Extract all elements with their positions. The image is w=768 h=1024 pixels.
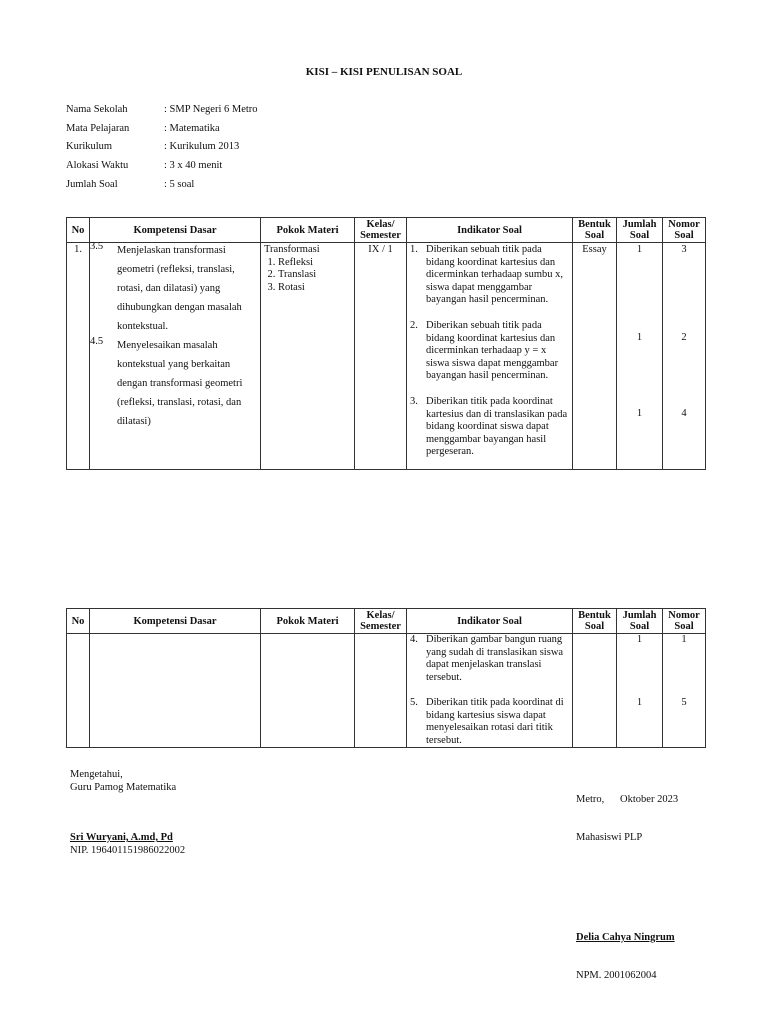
indikator-text: Diberikan sebuah titik pada bidang koordinat kartesius dan dicerminkan terhadaap sumbu x, siswa dapat menggambar bayangan hasil pencerminan. [426,244,564,306]
document-title: KISI – KISI PENULISAN SOAL [305,66,463,78]
meta-row-subject [66,119,220,138]
signature-id: NPM. 2001062004 [576,969,657,981]
meta-key: Kurikulum [66,141,113,152]
nomor-value: 5 [681,697,687,708]
header-no: No [67,218,90,243]
indikator-text: Diberikan titik pada koordinat di bidang kartesius siswa dapat menyelesaikan rotasi dari titik tersebut. [426,697,564,746]
cell-jumlah [617,243,663,470]
table-header-row [67,218,706,243]
header-kd: Kompetensi Dasar [90,609,261,634]
indikator-text: Diberikan gambar bangun ruang yang sudah di translasikan siswa dapat menjelaskan translasi tersebut. [426,634,564,683]
cell-no [67,634,90,748]
signature-role: Mahasiswi PLP [576,831,643,843]
signature-role: Guru Pamog Matematika [70,781,177,793]
meta-value: : Matematika [164,123,220,134]
header-kd: Kompetensi Dasar [90,218,261,243]
header-indikator: Indikator Soal [407,609,573,634]
indikator-text: Diberikan sebuah titik pada bidang koordinat kartesius dan dicerminkan terhadaap y = x siswa siswa dapat menggambar bayangan hasil pencerminan. [426,320,559,382]
cell-pokok [261,243,355,470]
cell-jumlah [617,634,663,748]
header-nomor: Nomor Soal [663,609,706,634]
jumlah-value: 1 [636,408,643,419]
jumlah-value: 1 [636,244,643,255]
indikator-text: Diberikan titik pada koordinat kartesius dan di translasikan pada bidang koordinat siswa dapat menggambar bayangan hasil pergeseran. [426,396,568,458]
list-item: 1. Refleksi [278,257,351,270]
meta-row-school [66,100,258,119]
indikator-item [407,697,569,747]
pokok-list [264,257,351,295]
cell-bentuk [573,634,617,748]
signature-right [576,769,678,995]
kd-item [90,336,257,431]
nomor-value: 3 [681,244,687,255]
nomor-value: 4 [681,408,687,419]
cell-indikator [407,243,573,470]
list-item: 2. Translasi [278,269,351,282]
kisi-table-2 [66,608,706,748]
meta-row-count [66,175,194,194]
kd-text: Menyelesaikan masalah kontekstual yang berkaitan dengan transformasi geometri (refleksi, translasi, rotasi, dan dilatasi) [117,340,243,427]
indikator-item [407,634,569,697]
header-pokok: Pokok Materi [261,609,355,634]
meta-value: : SMP Negeri 6 Metro [164,104,258,115]
meta-value: : 3 x 40 menit [164,160,223,171]
meta-value: : 5 soal [164,179,195,190]
header-nomor: Nomor Soal [663,218,706,243]
header-bentuk: Bentuk Soal [573,218,617,243]
meta-key: Nama Sekolah [66,104,128,115]
cell-nomor [663,634,706,748]
table-row [67,243,706,470]
kd-number: 4.5 [90,336,104,347]
cell-kelas: IX / 1 [355,243,407,470]
header-bentuk: Bentuk Soal [573,609,617,634]
cell-kd [90,243,261,470]
jumlah-value: 1 [636,332,643,343]
kd-item [90,241,257,336]
cell-no: 1. [67,243,90,470]
indikator-item [407,244,569,320]
cell-pokok [261,634,355,748]
indikator-number: 4. [410,634,418,645]
header-jumlah: Jumlah Soal [617,609,663,634]
kd-number: 3.5 [90,241,104,252]
table-row [67,634,706,748]
cell-nomor [663,243,706,470]
indikator-number: 5. [410,697,418,708]
meta-row-time [66,156,222,175]
cell-kelas [355,634,407,748]
kd-text: Menjelaskan transformasi geometri (refleksi, translasi, rotasi, dan dilatasi) yang dihubungkan dengan masalah kontekstual. [117,245,242,332]
nomor-value: 2 [681,332,687,343]
pokok-title: Transformasi [264,244,320,255]
indikator-number: 2. [410,320,418,331]
indikator-item [407,320,569,396]
signature-name: Sri Wuryani, A.md, Pd [70,832,173,843]
cell-kd [90,634,261,748]
list-item: 3. Rotasi [278,282,351,295]
indikator-item [407,396,569,459]
header-kelas: Kelas/ Semester [355,218,407,243]
signature-place-date: Metro, Oktober 2023 [576,794,679,805]
header-no: No [67,609,90,634]
kisi-table-1 [66,217,706,470]
meta-key: Alokasi Waktu [66,160,129,171]
signature-greeting: Mengetahui, [70,769,123,780]
cell-bentuk: Essay [573,243,617,470]
meta-key: Jumlah Soal [66,179,118,190]
signature-name: Delia Cahya Ningrum [576,932,675,943]
jumlah-value: 1 [636,697,643,708]
indikator-number: 1. [410,244,418,255]
meta-key: Mata Pelajaran [66,123,130,134]
header-jumlah: Jumlah Soal [617,218,663,243]
meta-value: : Kurikulum 2013 [164,141,240,152]
signature-id: NIP. 196401151986022002 [70,844,186,856]
nomor-value: 1 [681,634,687,645]
jumlah-value: 1 [636,634,643,645]
table-header-row [67,609,706,634]
cell-indikator [407,634,573,748]
signature-left [70,769,185,857]
header-indikator: Indikator Soal [407,218,573,243]
header-kelas: Kelas/ Semester [355,609,407,634]
indikator-number: 3. [410,396,418,407]
meta-row-curriculum [66,137,239,156]
header-pokok: Pokok Materi [261,218,355,243]
